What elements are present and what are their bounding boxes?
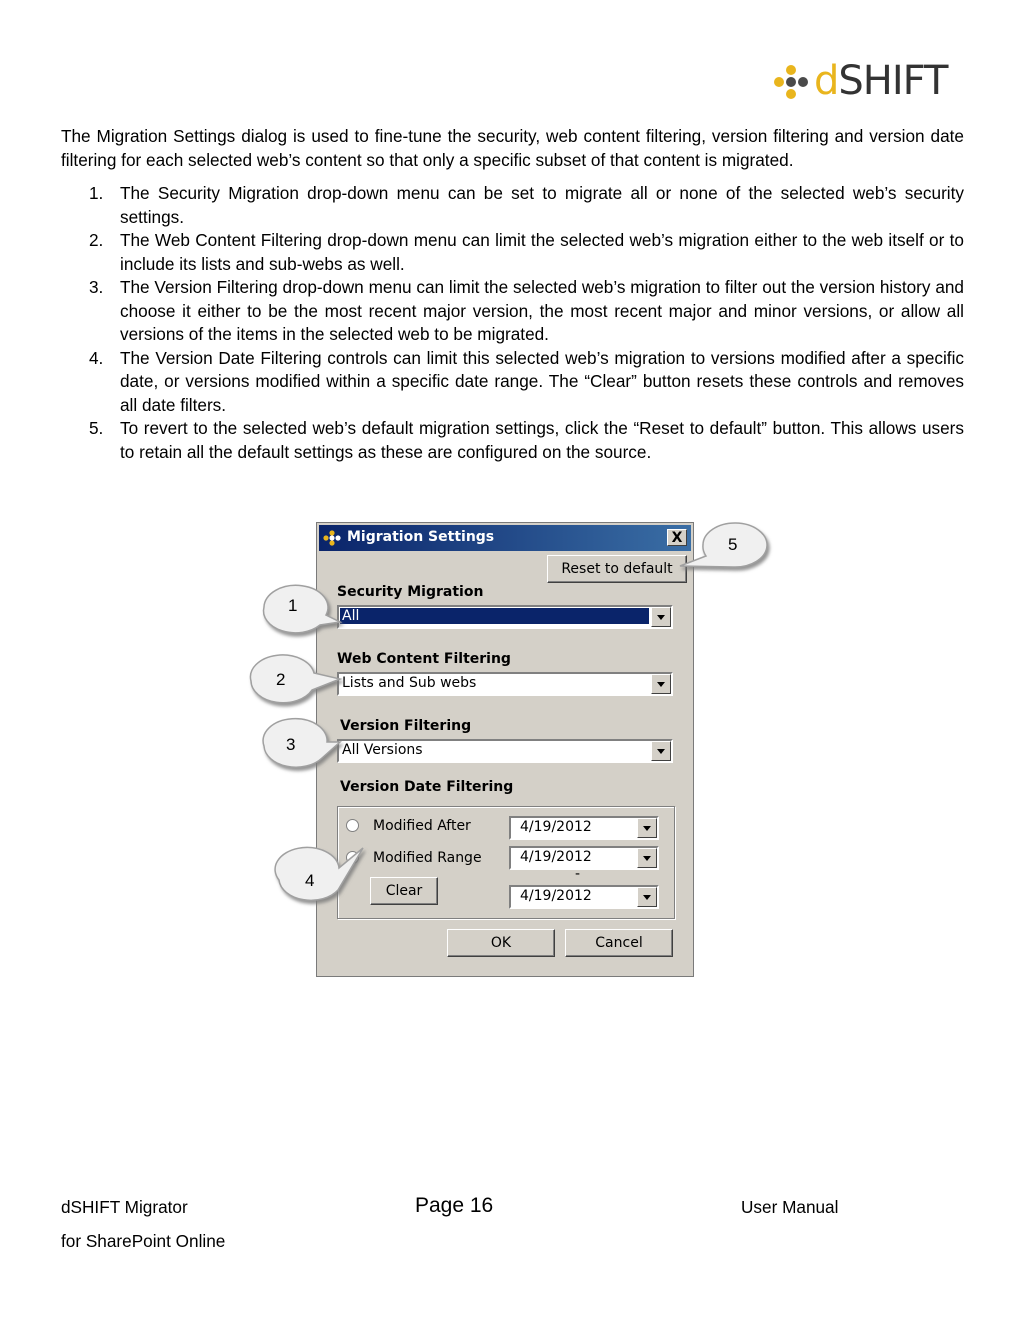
intro-paragraph: The Migration Settings dialog is used to fine-tune the security, web content filtering, version filtering and version date filtering for each selected web’s content so that only a specific subset of that content is migrated. [61, 126, 964, 170]
modified-after-label: Modified After [373, 818, 471, 834]
list-item: 1. The Security Migration drop-down menu can be set to migrate all or none of the selected web’s security settings. [89, 183, 964, 227]
callout-4-bubble [275, 847, 363, 900]
list-item: 2. The Web Content Filtering drop-down menu can limit the selected web’s migration either to the web itself or to include its lists and sub-webs as well. [89, 230, 964, 274]
version-filtering-label: Version Filtering [340, 718, 472, 734]
callout-3-bubble [263, 719, 340, 767]
clear-button[interactable]: Clear [370, 877, 438, 905]
ok-button[interactable]: OK [447, 929, 555, 957]
callout-4-label: 4 [305, 871, 315, 890]
footer-page-number: Page 16 [415, 1194, 494, 1217]
dialog-title: Migration Settings [347, 529, 495, 545]
modified-after-date-value: 4/19/2012 [520, 819, 592, 835]
version-filtering-value: All Versions [342, 742, 423, 758]
modified-range-label: Modified Range [373, 850, 482, 866]
version-date-filtering-label: Version Date Filtering [340, 779, 514, 795]
reset-to-default-button[interactable]: Reset to default [547, 555, 687, 583]
callout-5-bubble [680, 523, 767, 567]
footer-product: dSHIFT Migrator [61, 1197, 188, 1217]
list-item: 5. To revert to the selected web’s default migration settings, click the “Reset to default” button. This allows users to retain all the default settings as these are configured on the source. [89, 418, 964, 462]
security-migration-value: All [340, 608, 649, 624]
callout-1-label: 1 [288, 596, 298, 615]
footer-platform: for SharePoint Online [61, 1231, 226, 1251]
callout-2-bubble [250, 655, 340, 703]
callout-2-label: 2 [276, 670, 286, 689]
close-button[interactable]: X [667, 529, 687, 546]
range-end-date-value: 4/19/2012 [520, 888, 592, 904]
callout-1-bubble [264, 585, 340, 632]
dshift-logo-wordmark: dSHIFT [814, 58, 948, 104]
range-start-date-value: 4/19/2012 [520, 849, 592, 865]
security-migration-label: Security Migration [337, 584, 484, 600]
range-separator: - [575, 866, 581, 882]
cancel-button[interactable]: Cancel [565, 929, 673, 957]
web-content-filtering-value: Lists and Sub webs [342, 675, 477, 691]
web-content-filtering-label: Web Content Filtering [337, 651, 511, 667]
list-item: 3. The Version Filtering drop-down menu can limit the selected web’s migration to filter out the version history and choose it either to be the most recent major version, the most recent major and minor versions, or allow all versions of the items in the selected web to be migrated. [89, 277, 964, 344]
callout-5-label: 5 [728, 535, 738, 554]
list-item: 4. The Version Date Filtering controls can limit this selected web’s migration to versions modified after a specific date, or versions modified within a specific date range. The “Clear” button resets these controls and removes all date filters. [89, 347, 964, 415]
callout-3-label: 3 [286, 735, 296, 754]
footer-doc-type: User Manual [741, 1197, 839, 1217]
